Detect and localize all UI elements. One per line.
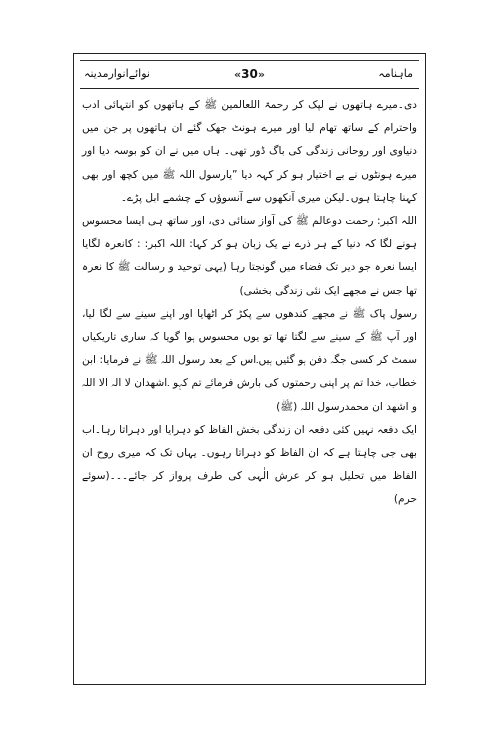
paragraph-1: دی۔میرے ہاتھوں نے لپک کر رحمۃ اللعالمین ﷺ کے ہاتھوں کو انتہائی ادب واحترام کے ساتھ تھام لیا اور میرے ہونٹ جھک گئے ان ہاتھوں پر جن میں دنیاوی اور روحانی زندگی کی باگ ڈور تھی۔ ہاں میں نے ان کو بوسہ دیا اور میرے ہونٹوں نے بے اختیار ہو کر کہہ دیا ”یارسول اللہ ﷺ میں کچھ اور بھی کہنا چاہتا ہوں۔لیکن میری آنکھوں سے آنسوؤں کے چشمے ابل پڑے۔: [82, 99, 417, 204]
header-magazine-label: ماہنامہ: [378, 67, 413, 80]
ornament-left: «: [234, 68, 242, 81]
header-bottom-rule: [80, 88, 419, 89]
ornament-right: »: [257, 68, 265, 81]
running-header: [74, 54, 425, 92]
page-frame: [73, 53, 426, 685]
article-body: [82, 94, 417, 512]
paragraph-3: رسول پاک ﷺ نے مجھے کندھوں سے پکڑ کر اٹھایا اور اپنے سینے سے لگا لیا، اور آپ ﷺ کے سینے سے لگتا تھا تو یوں محسوس ہوا گویا کہ ساری تاریکیاں سمٹ کر کسی جگہ دفن ہو گئیں ہیں۔اس کے بعد رسول اللہ ﷺ نے فرمایا: ابن خطاب، خدا تم پر اپنی رحمتوں کی بارش فرمائے تم کہو ۔اشھدان لا الہ الا اللہ و اشھد ان محمدرسول اللہ (ﷺ): [82, 307, 417, 413]
header-top-rule: [80, 60, 419, 61]
page-number: [234, 65, 265, 84]
header-magazine-title: نوائےانوارمدینہ: [84, 67, 150, 80]
paragraph-4: ایک دفعہ نہیں کئی دفعہ ان زندگی بخش الفاظ کو دہرایا اور دہراتا رہا۔اب بھی جی چاہتا ہے کہ ان الفاظ کو دہراتا رہوں۔ یہاں تک کہ میری روح ان الفاظ میں تحلیل ہو کر عرش الٰہی کی طرف پرواز کر جائے۔۔۔(سوئے حرم): [82, 423, 417, 506]
page-number-value: 30: [241, 67, 258, 81]
paragraph-2: اللہ اکبر: رحمت دوعالم ﷺ کی آواز سنائی دی، اور ساتھ ہی ایسا محسوس ہونے لگا کہ دنیا کے ہر ذرے نے یک زبان ہو کر کہا: اللہ اکبر: : کانعرہ لگایا ایسا نعرہ جو دیر تک فضاء میں گونجتا رہا (یہی توحید و رسالت ﷺ کا نعرہ تھا جس نے مجھے ایک نئی زندگی بخشی): [82, 215, 417, 297]
